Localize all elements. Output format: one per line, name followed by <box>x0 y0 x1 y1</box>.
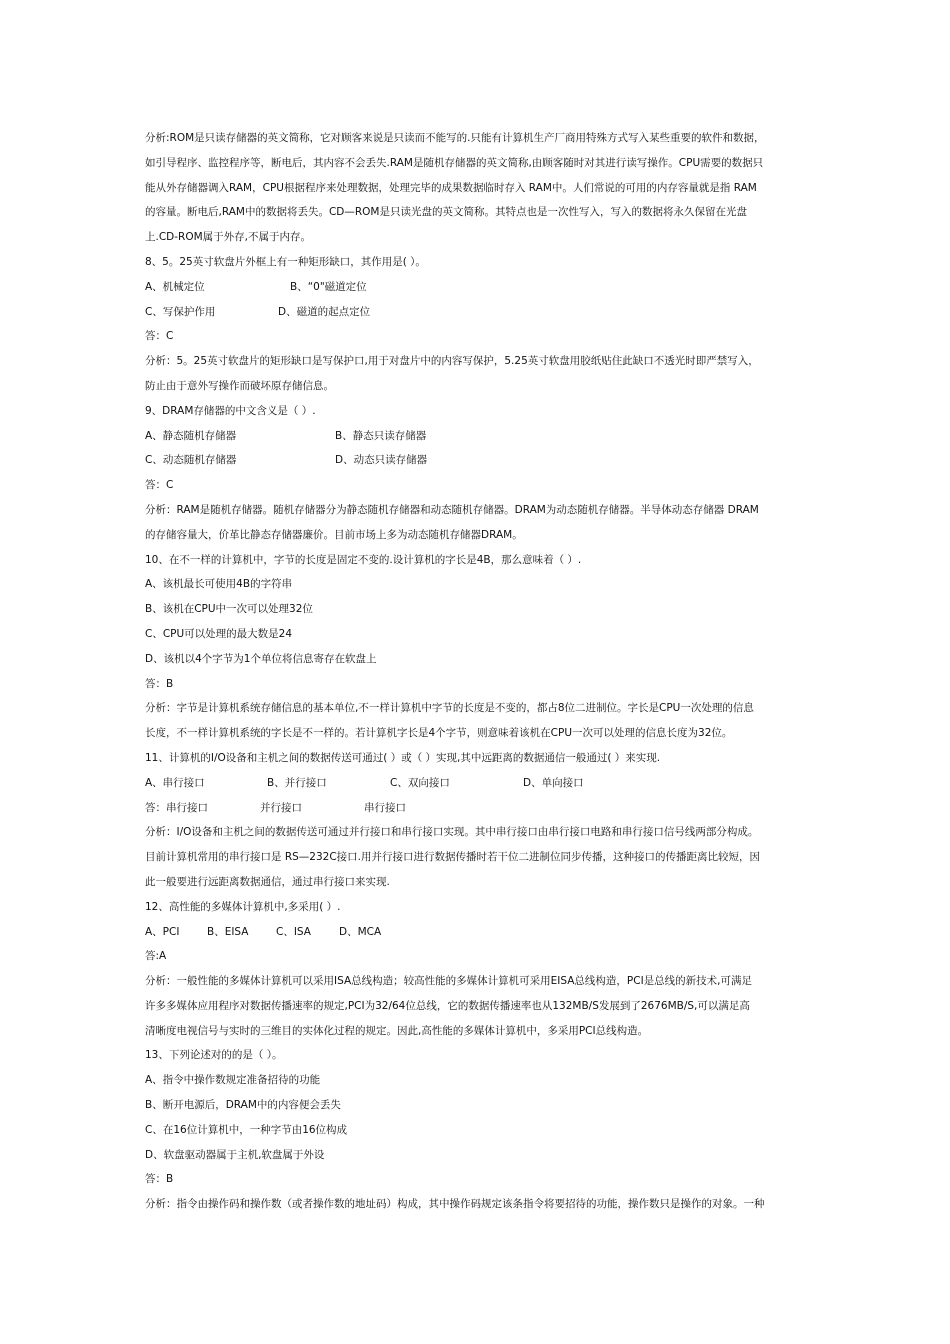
text-line: D、该机以4个字节为1个单位将信息寄存在软盘上 <box>145 652 377 665</box>
text-line: 分析:ROM是只读存储器的英文简称，它对顾客来说是只读而不能写的.只能有计算机生产厂商用特殊方式写入某些重要的软件和数据， <box>145 132 765 144</box>
text-line: 答：B <box>145 1173 174 1186</box>
text-line: 此一般要进行远距离数据通信，通过串行接口来实现. <box>145 875 390 888</box>
option-text: D、磁道的起点定位 <box>278 305 371 318</box>
text-line: 9、DRAM存储器的中文含义是（ ）. <box>145 404 316 417</box>
text-line: 分析：指令由操作码和操作数（或者操作数的地址码）构成，其中操作码规定该条指令将要招待的功能，操作数只是操作的对象。一种 <box>145 1198 765 1211</box>
text-line: 如引导程序、监控程序等，断电后，其内容不会丢失.RAM是随机存储器的英文简称,由顾客随时对其进行读写操作。CPU需要的数据只 <box>145 156 764 169</box>
text-line: 防止由于意外写操作而破坏原存储信息。 <box>145 379 334 392</box>
text-line: 11、计算机的I/O设备和主机之间的数据传送可通过( ）或（ ）实现,其中远距离的数据通信一般通过( ）来实现. <box>145 751 661 764</box>
text-line: 答：C <box>145 479 174 492</box>
option-text: 并行接口 <box>260 801 302 814</box>
text-line: 13、下列论述对的的是（ ）。 <box>145 1049 283 1062</box>
text-line: 答：B <box>145 677 174 690</box>
text-line: 分析：RAM是随机存储器。随机存储器分为静态随机存储器和动态随机存储器。DRAM为动态随机存储器。半导体动态存储器 DRAM <box>145 503 759 516</box>
text-line: 分析：I/O设备和主机之间的数据传送可通过并行接口和串行接口实现。其中串行接口由串行接口电路和串行接口信号线两部分构成。 <box>145 826 759 839</box>
text-line: 10、在不一样的计算机中，字节的长度是固定不变的.设计算机的字长是4B，那么意味着（ ）. <box>145 553 582 566</box>
option-text: A、串行接口 <box>145 776 205 789</box>
text-line: 分析：字节是计算机系统存储信息的基本单位,不一样计算机中字节的长度是不变的，都占8位二进制位。字长是CPU一次处理的信息 <box>145 702 754 715</box>
text-line: C、在16位计算机中，一种字节由16位构成 <box>145 1123 348 1136</box>
option-text: B、“0"磁道定位 <box>290 280 367 293</box>
text-line: 长度，不一样计算机系统的字长是不一样的。若计算机字长是4个字节，则意味着该机在CPU一次可以处理的信息长度为32位。 <box>145 727 733 740</box>
text-line: 能从外存储器调入RAM，CPU根据程序来处理数据，处理完毕的成果数据临时存入 RAM中。人们常说的可用的内存容量就是指 RAM <box>145 181 757 194</box>
option-text: B、并行接口 <box>267 776 327 789</box>
text-line: 答：C <box>145 330 174 343</box>
option-text: C、ISA <box>276 925 311 938</box>
option-row <box>145 300 810 325</box>
option-row <box>145 424 810 449</box>
document-body <box>145 126 810 1217</box>
text-line: 12、高性能的多媒体计算机中,多采用( ）. <box>145 900 341 913</box>
text-line: 目前计算机常用的串行接口是 RS—232C接口.用并行接口进行数据传播时若干位二进制位同步传播，这种接口的传播距离比较短，因 <box>145 851 761 864</box>
option-row <box>145 771 810 796</box>
text-line: B、该机在CPU中一次可以处理32位 <box>145 603 313 616</box>
text-line: 上.CD-ROM属于外存,不属于内存。 <box>145 231 311 244</box>
option-text: B、静态只读存储器 <box>335 429 427 442</box>
option-text: C、双向接口 <box>390 776 450 789</box>
option-text: D、MCA <box>339 925 382 938</box>
text-line: 答:A <box>145 950 167 963</box>
option-row <box>145 448 810 473</box>
text-line: B、断开电源后，DRAM中的内容便会丢失 <box>145 1099 341 1112</box>
option-text: 串行接口 <box>364 801 406 814</box>
option-text: A、静态随机存储器 <box>145 429 237 442</box>
option-text: A、PCI <box>145 925 180 938</box>
text-line: A、该机最长可使用4B的字符串 <box>145 578 293 591</box>
text-line: 的容量。断电后,RAM中的数据将丢失。CD—ROM是只读光盘的英文简称。其特点也是一次性写入，写入的数据将永久保留在光盘 <box>145 206 747 219</box>
text-line: 8、5。25英寸软盘片外框上有一种矩形缺口，其作用是( ）。 <box>145 255 426 268</box>
option-row <box>145 920 810 945</box>
option-text: C、写保护作用 <box>145 305 216 318</box>
option-text: 答：串行接口 <box>145 801 208 814</box>
text-line: 的存储容量大，价革比静态存储器廉价。目前市场上多为动态随机存储器DRAM。 <box>145 528 523 541</box>
text-line: 清晰度电视信号与实时的三维目的实体化过程的规定。因此,高性能的多媒体计算机中，多采用PCI总线构造。 <box>145 1024 649 1037</box>
option-row <box>145 275 810 300</box>
option-text: B、EISA <box>207 925 249 938</box>
text-line: 许多多媒体应用程序对数据传播速率的规定,PCI为32/64位总线，它的数据传播速率也从132MB/S发展到了2676MB/S,可以满足高 <box>145 999 750 1012</box>
text-line: A、指令中操作数规定准备招待的功能 <box>145 1074 321 1087</box>
option-text: A、机械定位 <box>145 280 205 293</box>
option-row <box>145 796 810 821</box>
text-line: C、CPU可以处理的最大数是24 <box>145 627 293 640</box>
text-line: D、软盘驱动器属于主机,软盘属于外设 <box>145 1148 325 1161</box>
option-text: D、单向接口 <box>523 776 584 789</box>
option-text: D、动态只读存储器 <box>335 454 428 467</box>
text-line: 分析：5。25英寸软盘片的矩形缺口是写保护口,用于对盘片中的内容写保护，5.25英寸软盘用胶纸贴住此缺口不透光时即严禁写入， <box>145 355 759 368</box>
text-line: 分析：一般性能的多媒体计算机可以采用ISA总线构造；较高性能的多媒体计算机可采用EISA总线构造，PCI是总线的新技术,可满足 <box>145 975 753 988</box>
option-text: C、动态随机存储器 <box>145 454 237 467</box>
